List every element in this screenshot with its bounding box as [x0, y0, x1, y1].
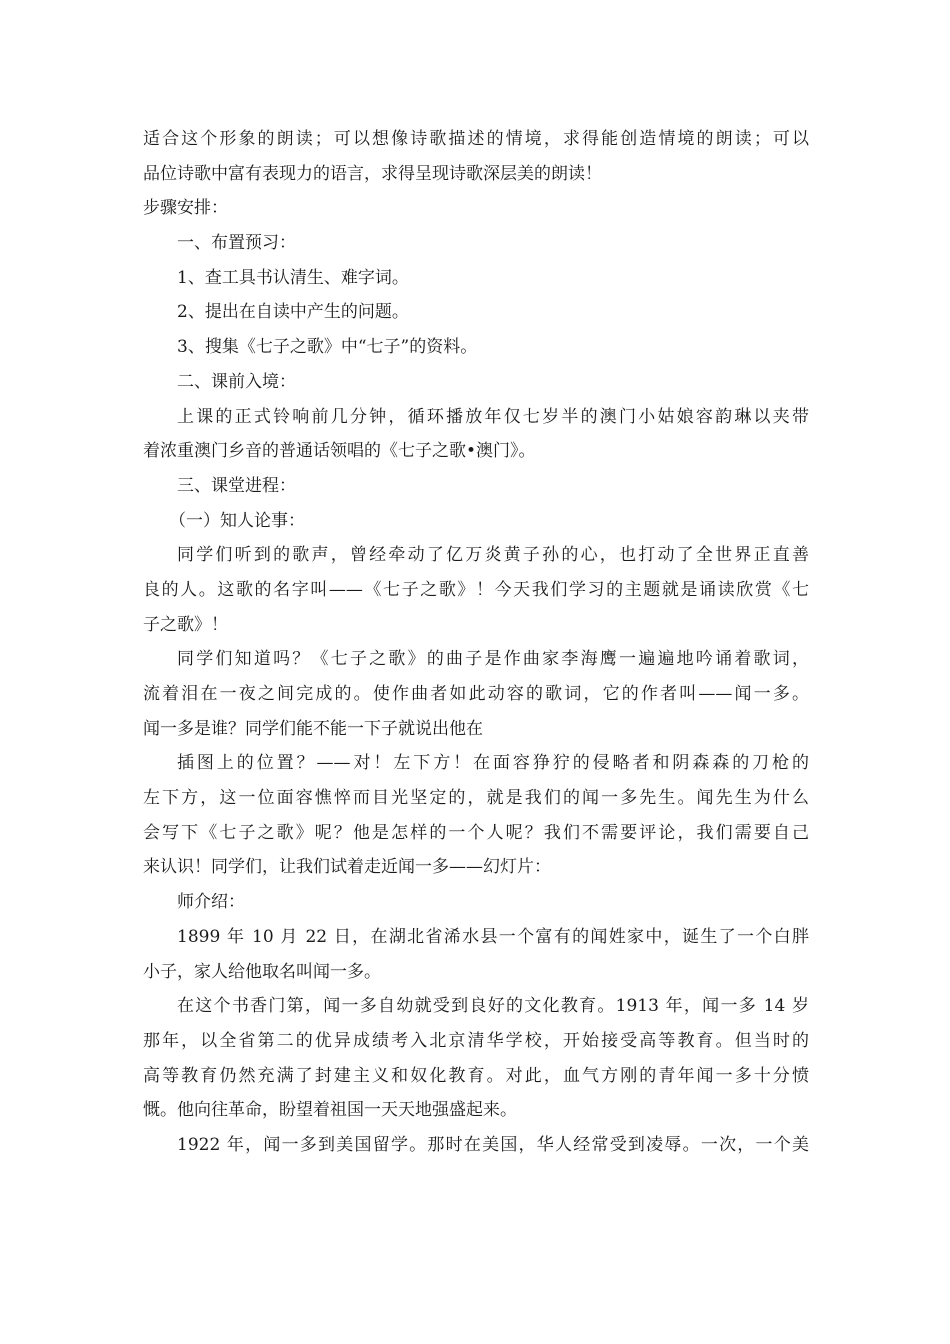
text-line: 1899 年 10 月 22 日，在湖北省浠水县一个富有的闻姓家中，诞生了一个白胖 [177, 926, 809, 947]
text-line: 插图上的位置？——对！左下方！在面容狰狞的侵略者和阴森森的刀枪的 [177, 753, 809, 774]
text-line: 在这个书香门第，闻一多自幼就受到良好的文化教育。1913 年，闻一多 14 岁 [177, 996, 809, 1017]
text-line: 流着泪在一夜之间完成的。使作曲者如此动容的歌词，它的作者叫——闻一多。 [143, 684, 809, 704]
text-line: 同学们知道吗？《七子之歌》的曲子是作曲家李海鹰一遍遍地吟诵着歌词， [177, 649, 809, 670]
text-line: 二、课前入境： [177, 371, 296, 392]
text-line: 左下方，这一位面容憔悴而目光坚定的，就是我们的闻一多先生。闻先生为什么 [143, 788, 809, 809]
text-line: （一）知人论事： [169, 510, 305, 531]
text-line: 慨。他向往革命，盼望着祖国一天天地强盛起来。 [143, 1100, 517, 1121]
text-line: 1、查工具书认清生、难字词。 [177, 267, 409, 288]
text-line: 那年，以全省第二的优异成绩考入北京清华学校，开始接受高等教育。但当时的 [143, 1030, 809, 1051]
text-line: 3、搜集《七子之歌》中“七子”的资料。 [177, 337, 478, 358]
text-line: 2、提出在自读中产生的问题。 [177, 302, 409, 323]
text-line: 三、课堂进程： [177, 475, 296, 496]
text-line: 小子，家人给他取名叫闻一多。 [143, 961, 381, 982]
text-line: 闻一多是谁？同学们能不能一下子就说出他在 [143, 718, 483, 739]
text-line: 上课的正式铃响前几分钟，循环播放年仅七岁半的澳门小姑娘容韵琳以夹带 [177, 406, 809, 427]
text-line: 会写下《七子之歌》呢？他是怎样的一个人呢？我们不需要评论，我们需要自己 [143, 822, 809, 843]
text-line: 品位诗歌中富有表现力的语言，求得呈现诗歌深层美的朗读！ [143, 163, 602, 184]
text-line: 子之歌》！ [143, 614, 228, 635]
text-line: 步骤安排： [143, 198, 228, 219]
text-line: 1922 年，闻一多到美国留学。那时在美国，华人经常受到凌辱。一次，一个美 [177, 1134, 809, 1155]
text-line: 师介绍： [177, 892, 245, 913]
text-line: 来认识！同学们，让我们试着走近闻一多——幻灯片： [143, 857, 551, 878]
text-line: 高等教育仍然充满了封建主义和奴化教育。对此，血气方刚的青年闻一多十分愤 [143, 1065, 809, 1086]
text-line: 着浓重澳门乡音的普通话领唱的《七子之歌•澳门》。 [143, 441, 536, 462]
text-line: 良的人。这歌的名字叫——《七子之歌》！今天我们学习的主题就是诵读欣赏《七 [143, 579, 809, 600]
text-line: 同学们听到的歌声，曾经牵动了亿万炎黄子孙的心，也打动了全世界正直善 [177, 545, 809, 566]
text-line: 一、布置预习： [177, 233, 296, 254]
document-body [143, 122, 809, 1163]
text-line: 适合这个形象的朗读；可以想像诗歌描述的情境，求得能创造情境的朗读；可以 [143, 129, 809, 149]
